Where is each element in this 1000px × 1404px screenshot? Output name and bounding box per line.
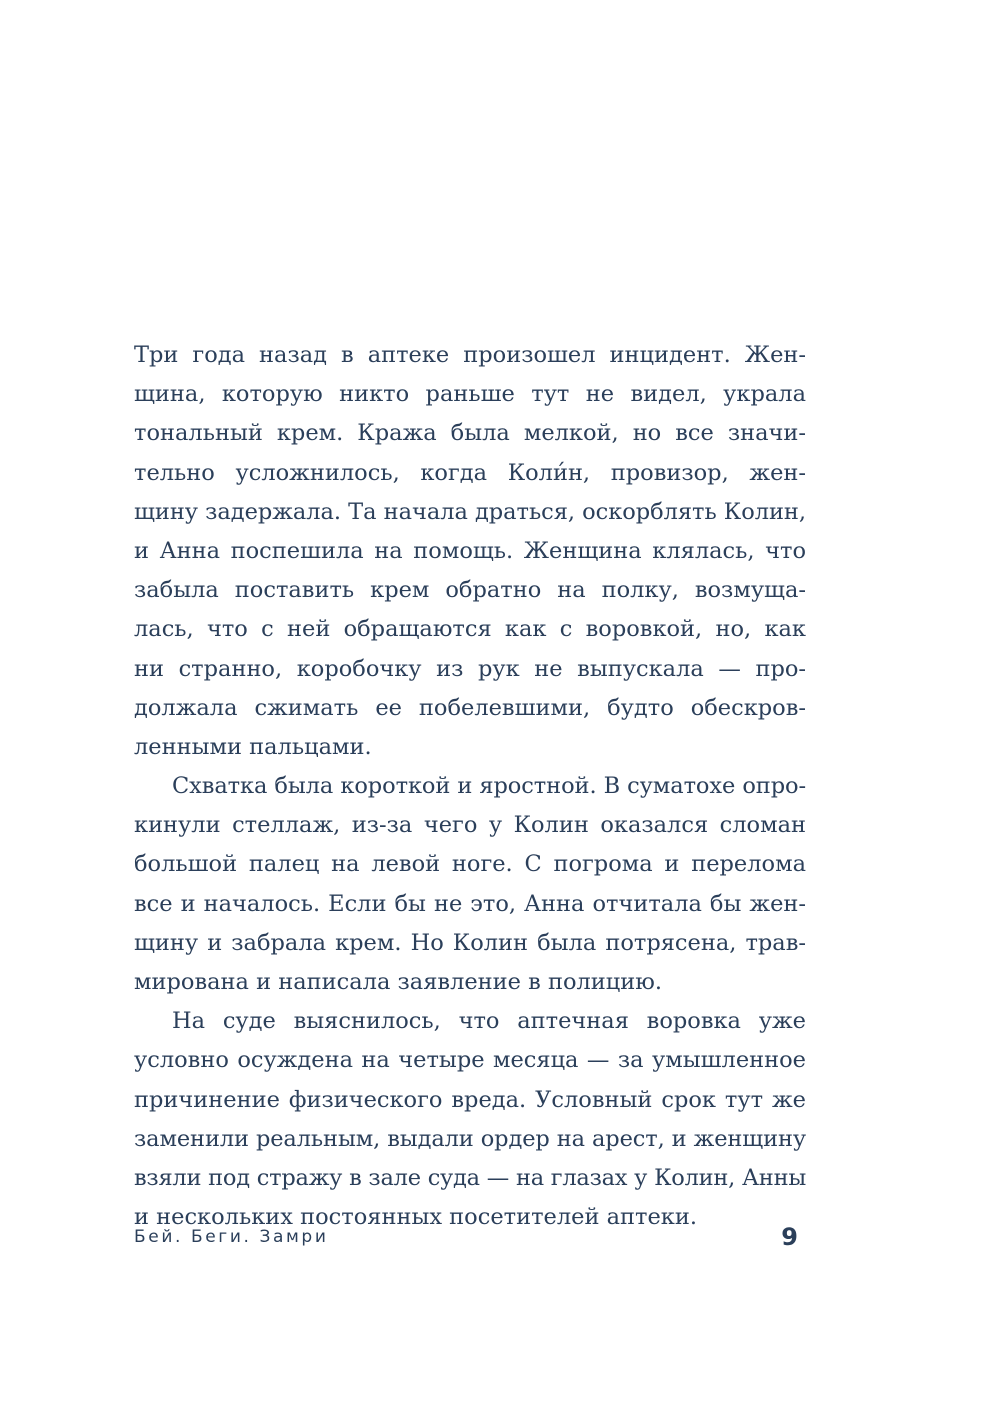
page-footer: [134, 1222, 798, 1252]
text-line: тональный крем. Кража была мелкой, но все значи-: [134, 420, 806, 447]
text-line: щину задержала. Та начала драться, оскорблять Колин,: [134, 498, 807, 525]
text-line: взяли под стражу в зале суда — на глазах у Колин, Анны: [134, 1164, 806, 1191]
text-line: ленными пальцами.: [134, 733, 372, 760]
text-line: Три года назад в аптеке произошел инцидент. Жен-: [134, 342, 806, 368]
text-line: мирована и написала заявление в полицию.: [134, 969, 662, 995]
page-number: 9: [781, 1223, 798, 1251]
text-line: забыла поставить крем обратно на полку, возмуща-: [134, 577, 806, 604]
text-line: щину и забрала крем. Но Колин была потрясена, трав-: [134, 929, 806, 956]
text-line: большой палец на левой ноге. С погрома и перелома: [134, 851, 806, 878]
text-line: все и началось. Если бы не это, Анна отчитала бы жен-: [134, 890, 806, 917]
body-text: [134, 336, 806, 1237]
text-line: кинули стеллаж, из-за чего у Колин оказался сломан: [134, 812, 806, 839]
text-line: причинение физического вреда. Условный срок тут же: [134, 1086, 806, 1113]
running-title: Бей. Беги. Замри: [134, 1227, 329, 1247]
text-line: и нескольких постоянных посетителей аптеки.: [134, 1204, 697, 1231]
text-line: и Анна поспешила на помощь. Женщина клялась, что: [134, 537, 806, 564]
text-line: щина, которую никто раньше тут не видел, украла: [134, 381, 806, 408]
text-line: условно осуждена на четыре месяца — за умышленное: [134, 1047, 806, 1074]
text-line: тельно усложнилось, когда Коли́н, провизор, жен-: [134, 459, 806, 486]
text-line: заменили реальным, выдали ордер на арест, и женщину: [134, 1125, 806, 1152]
text-line: должала сжимать ее побелевшими, будто обескров-: [134, 694, 806, 721]
text-line: ни странно, коробочку из рук не выпускала — про-: [134, 655, 806, 682]
text-line: лась, что с ней обращаются как с воровкой, но, как: [134, 616, 806, 643]
text-line: Схватка была короткой и яростной. В суматохе опро-: [172, 773, 807, 800]
text-line: На суде выяснилось, что аптечная воровка уже: [172, 1008, 806, 1035]
